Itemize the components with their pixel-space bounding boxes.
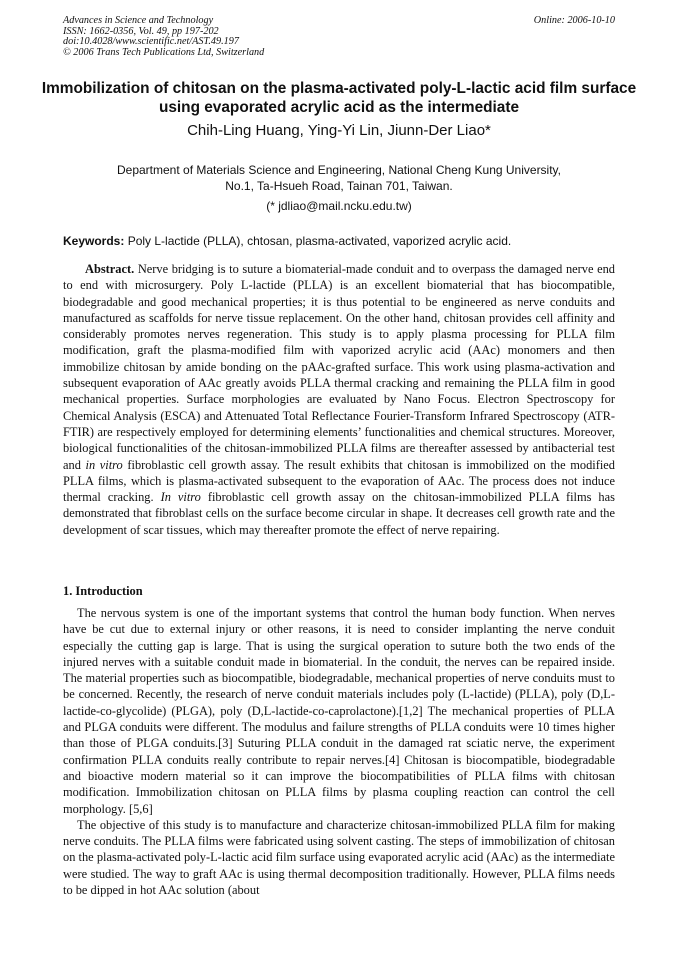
- abstract: [63, 261, 615, 538]
- keywords-label: Keywords:: [63, 234, 125, 248]
- issn-line: ISSN: 1662-0356, Vol. 49, pp 197-202: [63, 25, 219, 37]
- journal-info: [63, 16, 615, 58]
- section-heading-introduction: 1. Introduction: [63, 584, 143, 598]
- online-date: Online: 2006-10-10: [533, 15, 615, 26]
- keywords-text: Poly L-lactide (PLLA), chtosan, plasma-activated, vaporized acrylic acid.: [127, 234, 512, 248]
- authors: Chih-Ling Huang, Ying-Yi Lin, Jiunn-Der Liao*: [187, 122, 491, 139]
- intro-paragraph-1: The nervous system is one of the important systems that control the human body function. When nerves have be cut due to external injury or other reasons, it is need to consider implanting the nerve conduit especially the cutting gap is large. That is using the surgical operation to suture both the two ends of the injured nerves with a suitable conduit made in biomaterial. In the conduit, the nerves can be repaired inside. The material properties such as biocompatible, biodegradable, mechanical properties of nerve conduits must to be concerned. Recently, the research of nerve conduit materials includes poly (L-lactide) (PLLA), poly (D,L-lactide-co-glycolide) (PLGA), poly (D,L-lactide-co-caprolactone).[1,2] The mechanical properties of PLLA and PLGA conduits were different. The modulus and failure strengths of PLLA conduits were 10 times higher than those of PLGA conduits.[3] Suturing PLLA conduit in the damaged rat sciatic nerve, the experiment confirmation PLLA conduits really contribute to repair nerves.[4] Chitosan is biocompatible, biodegradable and bioactive modern material so it can improve the biocompatibilities of PLLA films with chitosan modification. Immobilization chitosan on PLLA films by plasma coupling reaction can control the cell morphology. [5,6]: [63, 606, 615, 816]
- copyright-line: © 2006 Trans Tech Publications Ltd, Switzerland: [63, 46, 265, 58]
- intro-paragraph-2: The objective of this study is to manufacture and characterize chitosan-immobilized PLLA film for making nerve conduits. The PLLA films were fabricated using solvent casting. The steps of immobilization of chitosan on the plasma-activated poly-L-lactic acid film surface using evaporated acrylic acid (AAc) as the intermediate were studied. The way to graft AAc is using thermal decomposition traditionally. However, PLLA films needs to be dipped in hot AAc solution (about: [63, 817, 615, 898]
- page-header: [63, 16, 615, 58]
- journal-name: Advances in Science and Technology: [63, 15, 214, 26]
- abstract-italic-2: In vitro: [160, 490, 201, 505]
- keywords: [63, 234, 623, 249]
- affiliation-line-2: No.1, Ta-Hsueh Road, Tainan 701, Taiwan.: [225, 178, 453, 193]
- abstract-label: Abstract.: [85, 262, 135, 276]
- affiliation: [40, 163, 638, 194]
- abstract-text-2: fibroblastic cell growth assay. The result exhibits that chitosan is immobilized on the modified PLLA films, which is plasma-activated subsequent to the evaporation of AAc. The process does not induce thermal cracking.: [63, 457, 615, 505]
- doi-line: doi:10.4028/www.scientific.net/AST.49.197: [63, 36, 239, 48]
- introduction-body: [63, 605, 615, 898]
- abstract-paragraph: [63, 261, 615, 538]
- corresponding-email: (* jdliao@mail.ncku.edu.tw): [266, 199, 412, 213]
- affiliation-line-1: Department of Materials Science and Engineering, National Cheng Kung University,: [116, 163, 562, 177]
- abstract-italic-1: in vitro: [85, 457, 123, 472]
- abstract-text-1: Nerve bridging is to suture a biomaterial-made conduit and to overpass the damaged nerve end to end with microsurgery. Poly L-lactide (PLLA) is an excellent biomaterial that has biocompatible, biodegradable and good mechanical properties; it is thus potential to be engineered as nerve conduits and manufactured as scaffolds for nerve tissue replacement. On the other hand, chitosan provides cell affinity and considerably promotes nerves regeneration. This study is to apply plasma processing for PLLA film modification, graft the plasma-modified film with vaporized acrylic acid (AAc) monomers and then immobilize chitosan by amide bonding on the pAAc-grafted surface. This work using plasma-activation and subsequent evaporation of AAc greatly avoids PLLA thermal cracking and remaining the PLLA film in good mechanical properties. Surface morphologies are evaluated by Nano Focus. Electron Spectroscopy for Chemical Analysis (ESCA) and Attenuated Total Reflectance Fourier-Transform Infrared Spectroscopy (ATR-FTIR) are respectively employed for determining elements’ functionalities and chemical structures. Moreover, biological functionalities of the chitosan-immobilized PLLA films are thereafter assessed by antibacterial test and: [63, 262, 615, 472]
- paper-title: Immobilization of chitosan on the plasma-activated poly-L-lactic acid film surface using evaporated acrylic acid as the intermediate: [41, 80, 637, 116]
- abstract-text-3: fibroblastic cell growth assay on the chitosan-immobilized PLLA films has demonstrated that fibroblast cells on the surface become circular in shape. It decreases cell growth rate and the development of scar tissues, which may thereafter promote the effect of nerve repairing.: [63, 490, 615, 537]
